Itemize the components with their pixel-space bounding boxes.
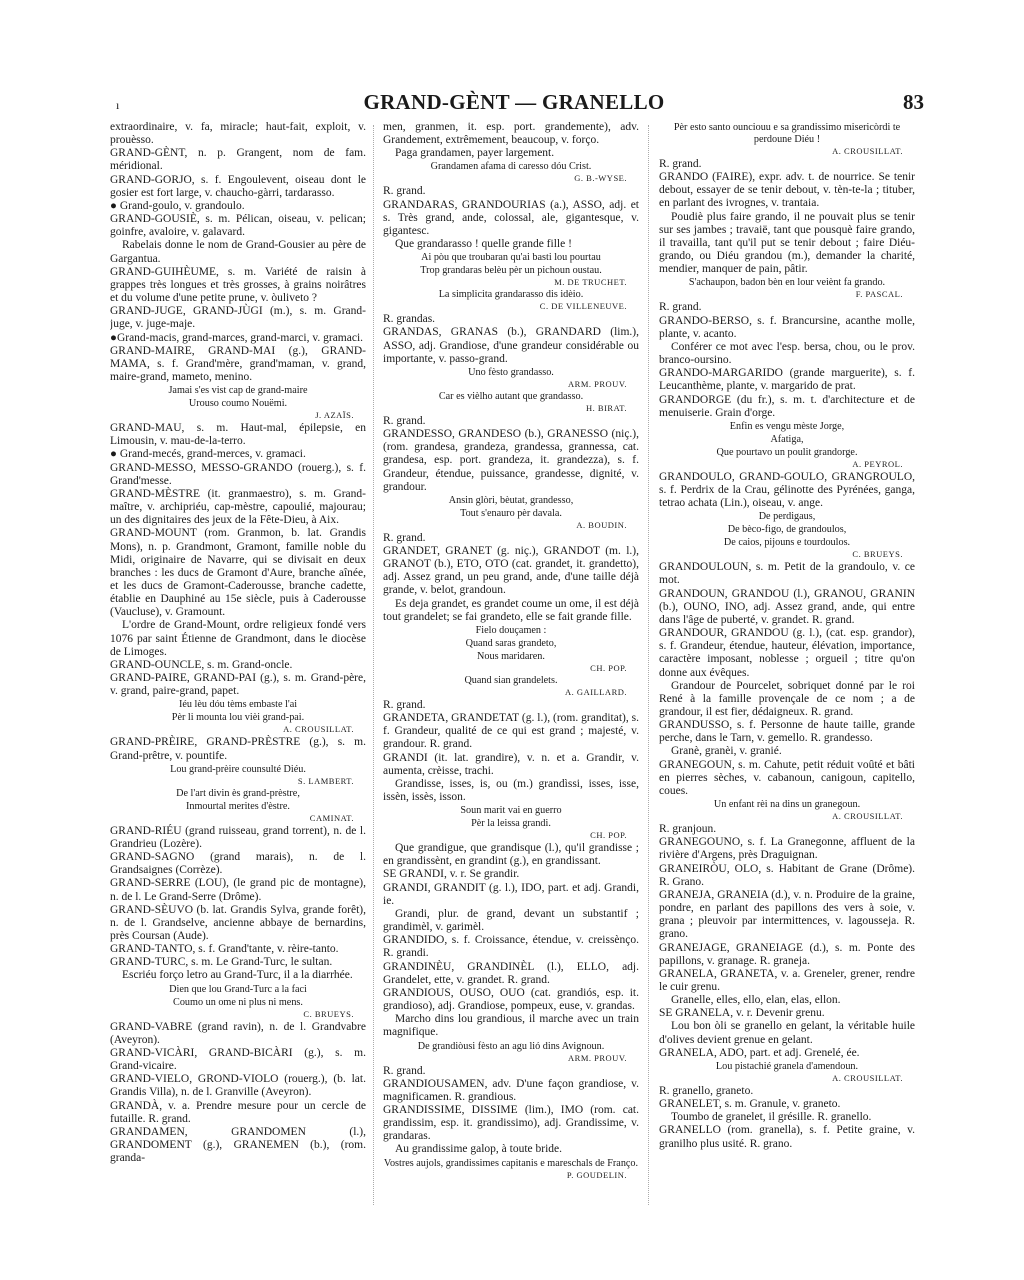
- dictionary-entry: GRANDETA, GRANDETAT (g. l.), (rom. granditat), s. f. Grandeur, qualité de ce qui est grand ; majesté, v. grandour. R. grand.: [383, 712, 639, 751]
- dictionary-entry: R. granjoun.: [659, 823, 717, 836]
- dictionary-entry: R. grand.: [659, 301, 702, 314]
- entry-example: Marcho dins lou grandious, il marche avec un train magnifique.: [383, 1013, 639, 1039]
- entry-example: Conférer ce mot avec l'esp. bersa, chou, ou le prov. branco-oursino.: [659, 340, 915, 367]
- quotation-line: Soun marit vai en guerro: [460, 805, 562, 817]
- column-divider: [373, 125, 374, 1205]
- dictionary-entry: ● Grand-goulo, v. grandoulo.: [110, 199, 245, 212]
- quotation-line: Un enfant rèi na dins un granegoun.: [713, 799, 861, 811]
- quotation-line: S'achaupon, badon bèn en lour veiènt fa grando.: [688, 277, 886, 289]
- quotation-source: C. DE VILLENEUVE.: [539, 301, 627, 312]
- quotation-line: De grandiòusi fèsto an agu lió dins Avignoun.: [417, 1040, 605, 1052]
- quotation-line: Coumo un ome ni plus ni mens.: [173, 996, 303, 1008]
- quotation-line: Trop grandaras belèu pèr un pichoun oustau.: [420, 265, 602, 277]
- quotation-line: La simplicita grandarasso dis idèio.: [438, 289, 584, 301]
- entry-example: Es deja grandet, es grandet coume un ome, il est déjà tout grandelet; se fai grandeto, elle se fait grande fille.: [383, 597, 639, 623]
- margin-mark: ı: [116, 98, 120, 112]
- column-divider: [648, 125, 649, 1205]
- quotation-line: Ansin glòri, bèutat, grandesso,: [448, 494, 574, 506]
- dictionary-entry: GRANDAMEN, GRANDOMEN (l.), GRANDOMENT (g.), GRANEMEN (b.), (rom. granda-: [110, 1125, 366, 1165]
- quotation-line: Pèr la leissa grandi.: [471, 818, 551, 830]
- dictionary-entry: R. grand.: [383, 1064, 426, 1077]
- dictionary-entry: R. grand.: [383, 414, 426, 427]
- entry-example: Que grandigue, que grandisque (l.), qu'il grandisse ; en grandissènt, en grandint (g.), en grandissant.: [383, 842, 639, 868]
- dictionary-entry: GRAND-RIÉU (grand ruisseau, grand torrent), n. de l. Grandrieu (Lozère).: [110, 824, 366, 850]
- dictionary-entry: GRANELA, GRANETA, v. a. Greneler, grener, rendre le cuir grenu.: [659, 967, 915, 993]
- dictionary-entry: GRAND-SAGNO (grand marais), n. de l. Grandsaignes (Corrèze).: [110, 851, 366, 877]
- quotation-source: J. AZAÏS.: [315, 410, 354, 421]
- dictionary-entry: GRANDINÈU, GRANDINÈL (l.), ELLO, adj. Grandelet, ette, v. grandet. R. grand.: [383, 960, 639, 986]
- quotation-source: G. B.-WYSE.: [574, 173, 627, 184]
- dictionary-entry: GRANEGOUNO, s. f. La Granegonne, affluent de la rivière d'Argens, près Draguignan.: [659, 836, 915, 862]
- column-1: [110, 121, 366, 1201]
- entry-example: Escriéu forço letro au Grand-Turc, il a la diarrhée.: [122, 969, 353, 982]
- quotation-line: De bèco-figo, de grandoulos,: [727, 524, 847, 536]
- dictionary-entry: GRANDI, GRANDIT (g. l.), IDO, part. et adj. Grandi, ie.: [383, 881, 639, 907]
- dictionary-entry: GRANELLO (rom. granella), s. f. Petite graine, v. granilho plus usité. R. grano.: [659, 1124, 915, 1150]
- quotation-source: CH. POP.: [590, 830, 627, 841]
- quotation-line: Uno fèsto grandasso.: [468, 366, 554, 378]
- dictionary-entry: GRAND-VICÀRI, GRAND-BICÀRI (g.), s. m. Grand-vicaire.: [110, 1046, 366, 1073]
- quotation-source: C. BRUEYS.: [852, 549, 903, 560]
- quotation-line: Grandamen afama di caresso dóu Crist.: [430, 161, 592, 173]
- dictionary-entry: GRANDO-MARGARIDO (grande marguerite), s. f. Leucanthème, plante, v. margarido de prat.: [659, 367, 915, 393]
- quotation-line: Lou grand-prèire counsulté Diéu.: [170, 763, 306, 775]
- quotation-source: A. BOUDIN.: [576, 519, 627, 530]
- dictionary-entry: R. grand.: [659, 158, 702, 170]
- dictionary-entry: GRANELET, s. m. Granule, v. graneto.: [659, 1098, 841, 1111]
- dictionary-entry: men, granmen, it. esp. port. grandemente), adv. Grandement, extrêmement, beaucoup, v. forço.: [383, 121, 639, 147]
- quotation-line: De l'art divin ès grand-prèstre,: [176, 787, 300, 799]
- dictionary-entry: GRAND-VIELO, GROND-VIOLO (rouerg.), (b. lat. Grandis Villa), n. de l. Granville (Aveyron).: [110, 1073, 366, 1099]
- dictionary-entry: GRANDESSO, GRANDESO (b.), GRANESSO (niç.), (rom. grandesa, grandeza, grandessa, grannessa, cat. grandesa, esp. port. grandeza, it. grandezza), s. f. Grandeur, étendue, puissance, grandesse, dignité, v. grandour.: [383, 428, 639, 493]
- dictionary-entry: R. grand.: [383, 185, 426, 198]
- dictionary-entry: GRANDÀ, v. a. Prendre mesure pour un cercle de futaille. R. grand.: [110, 1099, 366, 1125]
- dictionary-entry: GRANDIOUSAMEN, adv. D'une façon grandiose, v. magnificamen. R. grandious.: [383, 1077, 639, 1103]
- quotation-line: Afatiga,: [770, 433, 804, 445]
- quotation-line: Car es vièlho autant que grandasso.: [438, 390, 584, 402]
- dictionary-entry: GRANDUSSO, s. f. Personne de haute taille, grande perche, dans le Tarn, v. gemello. R. grandesso.: [659, 719, 915, 745]
- entry-example: Granè, granèi, v. granié.: [671, 745, 782, 758]
- dictionary-entry: GRAND-MESSO, MESSO-GRANDO (rouerg.), s. f. Grand'messe.: [110, 461, 366, 487]
- dictionary-entry: GRAND-TANTO, s. f. Grand'tante, v. rèire-tanto.: [110, 943, 339, 956]
- quotation-line: Nous maridaren.: [477, 650, 545, 662]
- dictionary-entry: GRAND-OUNCLE, s. m. Grand-oncle.: [110, 658, 293, 671]
- dictionary-entry: GRANDO-BERSO, s. f. Brancursine, acanthe molle, plante, v. acanto.: [659, 314, 915, 340]
- dictionary-entry: GRANDAS, GRANAS (b.), GRANDARD (lim.), ASSO, adj. Grandiose, d'une grandeur considérable ou importante, v. passo-grand.: [383, 326, 639, 365]
- quotation-source: S. LAMBERT.: [297, 775, 354, 786]
- entry-example: Paga grandamen, payer largement.: [395, 147, 555, 160]
- entry-example: Que grandarasso ! quelle grande fille !: [395, 238, 572, 251]
- dictionary-entry: GRAND-PRÈIRE, GRAND-PRÈSTRE (g.), s. m. Grand-prêtre, v. pountife.: [110, 736, 366, 762]
- quotation-line: Pèr li mounta lou vièi grand-pai.: [171, 712, 305, 724]
- dictionary-entry: GRANDIDO, s. f. Croissance, étendue, v. creissènço. R. grandi.: [383, 934, 639, 960]
- quotation-line: Quand sian grandelets.: [464, 674, 558, 686]
- dictionary-entry: GRANDARAS, GRANDOURIAS (a.), ASSO, adj. et s. Très grand, ande, colossal, ale, gigantesque, v. gigantesc.: [383, 198, 639, 237]
- dictionary-entry: GRANDO (FAIRE), expr. adv. t. de nourrice. Se tenir debout, essayer de se tenir debout, v. tèn-te-la ; tituber, en parlant des ivrognes, v. trantaia.: [659, 171, 915, 210]
- quotation-line: De perdigaus,: [758, 511, 816, 523]
- quotation-line: Urouso coumo Nouëmi.: [188, 398, 288, 410]
- dictionary-entry: GRANDOULOUN, s. m. Petit de la grandoulo, v. ce mot.: [659, 561, 915, 587]
- dictionary-entry: extraordinaire, v. fa, miracle; haut-fait, exploit, v. prouèsso.: [110, 121, 366, 147]
- quotation-source: A. PEYROL.: [852, 458, 903, 469]
- dictionary-entry: R. granello, graneto.: [659, 1084, 754, 1097]
- quotation-line: Vostres aujols, grandissimes capitanis e mareschals de Franço.: [383, 1157, 639, 1169]
- entry-example: Lou bon òli se granello en gelant, la véritable huile d'olives devient grenue en gelant.: [659, 1020, 915, 1046]
- dictionary-entry: GRAND-MAIRE, GRAND-MAI (g.), GRAND-MAMA, s. f. Grand'mère, grand'maman, v. grand, maire-grand, mameto, menino.: [110, 344, 366, 383]
- dictionary-entry: GRANDOULO, GRAND-GOULO, GRANGROULO, s. f. Perdrix de la Crau, gélinotte des Pyrénées, ganga, tetrao achata (Lin.), oiseau, v. ange.: [659, 470, 915, 510]
- quotation-source: M. DE TRUCHET.: [554, 277, 627, 288]
- quotation-line: Pèr esto santo ounciouu e sa grandissimo misericòrdi te perdoune Diéu !: [673, 122, 901, 145]
- entry-example: Poudiè plus faire grando, il ne pouvait plus se tenir sur ses jambes ; travaië, tant que pousquè faire grando, il travailla, tant qu'il put se tenir debout ; faire Diéu-grando, ou Diéu grandou (m.), demander la charité, mendier, manquer de pain, pâtir.: [659, 210, 915, 276]
- quotation-source: A. CROUSILLAT.: [832, 146, 903, 156]
- quotation-source: ARM. PROUV.: [568, 378, 627, 389]
- dictionary-entry: GRAND-VABRE (grand ravin), n. de l. Grandvabre (Aveyron).: [110, 1020, 366, 1046]
- quotation-line: De caios, pijouns e tourdoulos.: [723, 537, 851, 549]
- dictionary-entry: GRAND-JUGE, GRAND-JÙGI (m.), s. m. Grand-juge, v. juge-maje.: [110, 305, 366, 331]
- dictionary-entry: R. grand.: [383, 531, 426, 544]
- quotation-line: Enfin es vengu mèste Jorge,: [729, 420, 845, 432]
- dictionary-entry: ● Grand-mecés, grand-merces, v. gramaci.: [110, 448, 306, 461]
- quotation-source: A. GAILLARD.: [565, 686, 627, 697]
- dictionary-entry: GRANDIOUS, OUSO, OUO (cat. grandiós, esp. it. grandioso), adj. Grandiose, pompeux, euse, v. grandas.: [383, 986, 639, 1013]
- quotation-source: CH. POP.: [590, 662, 627, 673]
- entry-example: Toumbo de granelet, il grésille. R. granello.: [671, 1111, 872, 1124]
- dictionary-entry: GRANDET, GRANET (g. niç.), GRANDOT (m. l.), GRANOT (b.), ETO, OTO (cat. grandet, it. grandetto), adj. Assez grand, un peu grand, ande, d'une taille déjà grande, v. belot, grandoun.: [383, 544, 639, 597]
- entry-example: Grandisse, isses, is, ou (m.) grandìssi, isses, isse, issèn, issès, isson.: [383, 777, 639, 803]
- quotation-source: ARM. PROUV.: [568, 1052, 627, 1063]
- dictionary-entry: GRAND-GUIHÈUME, s. m. Variété de raisin à grappes très longues et très grosses, à grains noirâtres et du volume d'une petite prune, v. òuliveto ?: [110, 265, 366, 305]
- column-3: [659, 121, 915, 1201]
- entry-example: Grandour de Pourcelet, sobriquet donné par le roi René à la famille provençale de ce nom ; a de grandour, il est fier, dédaigneux. R. grand.: [659, 679, 915, 718]
- dictionary-entry: GRAND-SÈUVO (b. lat. Grandis Sylva, grande forêt), n. de l. Grandselve, ancienne abbaye de bernardins, près Coursan (Aude).: [110, 903, 366, 942]
- quotation-source: A. CROUSILLAT.: [832, 1072, 903, 1083]
- quotation-source: H. BIRAT.: [586, 402, 627, 413]
- dictionary-entry: GRAND-PAIRE, GRAND-PAI (g.), s. m. Grand-père, v. grand, paire-grand, papet.: [110, 672, 366, 698]
- quotation-line: Fielo douçamen :: [475, 624, 547, 636]
- dictionary-entry: GRANEIRÒU, OLO, s. Habitant de Grane (Drôme). R. Grano.: [659, 862, 915, 888]
- dictionary-entry: GRAND-MOUNT (rom. Granmon, b. lat. Grandis Mons), n. p. Grandmont, Gramont, famille noble du Midi, originaire de Navarre, qui se divisait en deux branches : les ducs de Gramont d'Aure, branche aînée, et les ducs de Gramont-Caderousse, branche cadette, établie en Dauphiné au 15e siècle, puis à Caderousse (Vaucluse), v. Gramount.: [110, 527, 366, 619]
- dictionary-entry: GRAND-GORJO, s. f. Engoulevent, oiseau dont le gosier est fort large, v. chaucho-gàrri, tardarasso.: [110, 173, 366, 199]
- entry-example: L'ordre de Grand-Mount, ordre religieux fondé vers 1076 par saint Étienne de Grandmont, dans le diocèse de Limoges.: [110, 619, 366, 658]
- column-2: [383, 121, 639, 1201]
- quotation-source: C. BRUEYS.: [303, 1008, 354, 1019]
- dictionary-entry: GRAND-GÈNT, n. p. Grangent, nom de fam. méridional.: [110, 147, 366, 173]
- dictionary-entry: GRANEJA, GRANEIA (d.), v. n. Produire de la graine, pondre, en parlant des papillons des vers à soie, v. grana ; pleuvoir par intermittences, v. lagousseja. R. grano.: [659, 888, 915, 941]
- dictionary-entry: GRANDI (it. lat. grandire), v. n. et a. Grandir, v. aumenta, crèisse, trachi.: [383, 751, 639, 777]
- quotation-source: CAMINAT.: [309, 812, 354, 823]
- quotation-line: Ai pòu que troubaran qu'ai basti lou pourtau: [421, 252, 601, 264]
- page-header: [104, 90, 924, 120]
- quotation-source: P. GOUDELIN.: [566, 1169, 627, 1180]
- dictionary-entry: GRAND-SERRE (LOU), (le grand pic de montagne), n. de l. Le Grand-Serre (Drôme).: [110, 877, 366, 903]
- dictionary-entry: GRANDOUN, GRANDOU (l.), GRANOU, GRANIN (b.), OUNO, INO, adj. Assez grand, ande, qui entre dans l'âge de puberté, v. grandet. R. grand.: [659, 587, 915, 626]
- entry-example: Granelle, elles, ello, elan, elas, ellon.: [671, 994, 841, 1007]
- quotation-line: Lou pistachié granela d'amendoun.: [715, 1060, 859, 1072]
- page-number: 83: [903, 90, 924, 114]
- entry-example: Rabelais donne le nom de Grand-Gousier au père de Gargantua.: [110, 239, 366, 265]
- running-title: GRAND-GÈNT — GRANELLO: [363, 90, 665, 114]
- dictionary-entry: GRAND-MÈSTRE (it. granmaestro), s. m. Grand-maître, v. archipriéu, cap-mèstre, capoulié, majourau; un des dignitaires des jeux de la Fête-Dieu, à Aix.: [110, 487, 366, 527]
- quotation-line: Dien que lou Grand-Turc a la faci: [169, 983, 307, 995]
- entry-example: Grandi, plur. de grand, devant un substantif ; grandimèl, v. garimèl.: [383, 907, 639, 934]
- dictionary-entry: GRANDOUR, GRANDOU (g. l.), (cat. esp. grandor), s. f. Grandeur, étendue, hauteur, élévation, importance, caractère imposant, noblesse ; orgueil ; titre qu'on donne aux évêques.: [659, 627, 915, 679]
- quotation-line: Iéu lèu dóu tèms embaste l'ai: [178, 699, 298, 711]
- dictionary-entry: GRAND-GOUSIÈ, s. m. Pélican, oiseau, v. pelican; goinfre, avaloire, v. galavard.: [110, 213, 366, 239]
- quotation-line: Inmourtal merites d'èstre.: [186, 800, 290, 812]
- dictionary-entry: GRAND-MAU, s. m. Haut-mal, épilepsie, en Limousin, v. mau-de-la-terro.: [110, 422, 366, 448]
- dictionary-entry: GRANEJAGE, GRANEIAGE (d.), s. m. Ponte des papillons, v. granage. R. graneja.: [659, 941, 915, 967]
- dictionary-entry: GRANELA, ADO, part. et adj. Grenelé, ée.: [659, 1046, 860, 1059]
- quotation-source: A. CROUSILLAT.: [832, 811, 903, 822]
- quotation-source: F. PASCAL.: [855, 289, 903, 300]
- entry-example: Au grandissime galop, à toute bride.: [395, 1143, 563, 1156]
- dictionary-entry: GRAND-TURC, s. m. Le Grand-Turc, le sultan.: [110, 956, 333, 969]
- dictionary-entry: SE GRANDI, v. r. Se grandir.: [383, 868, 520, 881]
- dictionary-entry: ●Grand-macis, grand-marces, grand-marci, v. gramaci.: [110, 331, 364, 344]
- quotation-line: Quand saras grandeto,: [465, 637, 557, 649]
- quotation-line: Que pourtavo un poulit grandorge.: [716, 446, 858, 458]
- quotation-line: Tout s'enauro pèr davala.: [460, 507, 562, 519]
- dictionary-entry: R. grandas.: [383, 313, 436, 326]
- quotation-source: A. CROUSILLAT.: [283, 724, 354, 735]
- dictionary-entry: GRANDORGE (du fr.), s. m. t. d'architecture et de menuiserie. Grain d'orge.: [659, 393, 915, 419]
- dictionary-entry: GRANDISSIME, DISSIME (lim.), IMO (rom. cat. grandissim, esp. it. grandissimo), adj. Grandissime, v. grandaras.: [383, 1103, 639, 1143]
- dictionary-entry: R. grand.: [383, 698, 426, 711]
- quotation-line: Jamai s'es vist cap de grand-maire: [168, 385, 308, 397]
- dictionary-entry: GRANEGOUN, s. m. Cahute, petit réduit voûté et bâti en pierres sèches, v. cabanoun, canigoun, capitello, coues.: [659, 758, 915, 797]
- dictionary-entry: SE GRANELA, v. r. Devenir grenu.: [659, 1007, 825, 1020]
